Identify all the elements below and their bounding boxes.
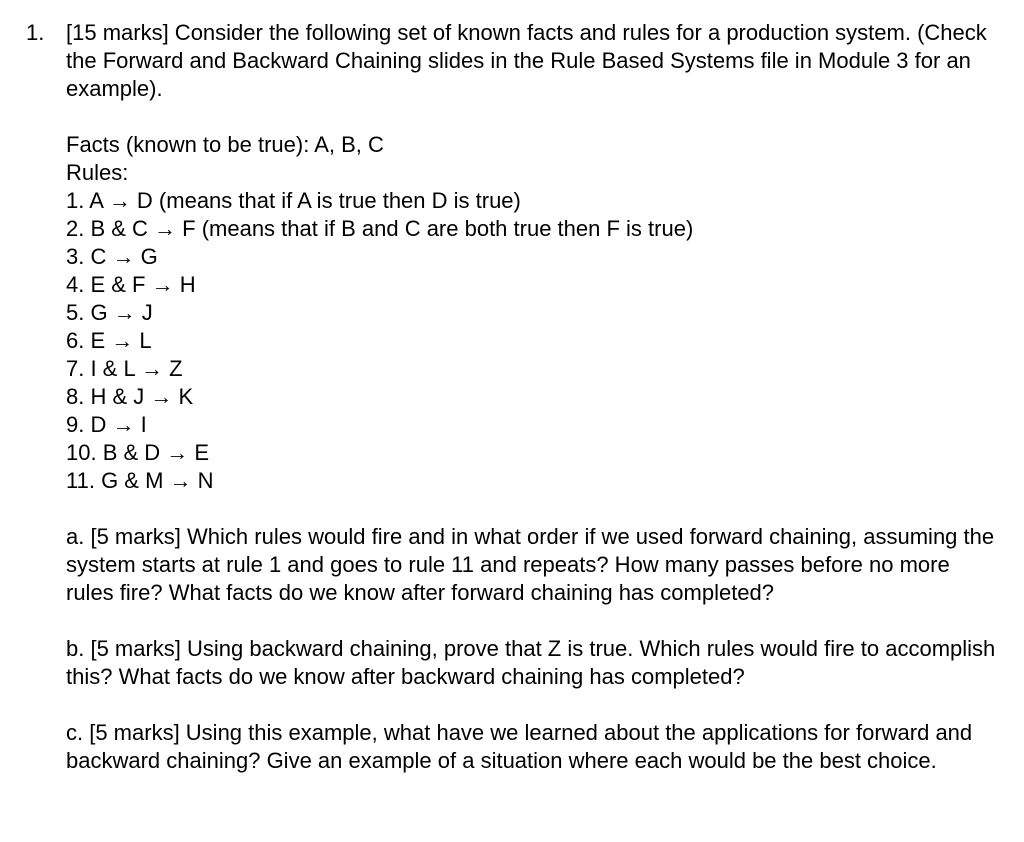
rule-item: 7. I & L → Z	[66, 356, 183, 381]
spacer	[66, 691, 996, 719]
question-number: 1.	[26, 20, 45, 45]
rule-item: 4. E & F → H	[66, 272, 196, 297]
rule-item: 5. G → J	[66, 300, 153, 325]
part-b: b. [5 marks] Using backward chaining, prove that Z is true. Which rules would fire to accomplish this? What facts do we know after backward chaining has completed?	[66, 636, 996, 689]
question-body	[66, 19, 996, 775]
question-intro: [15 marks] Consider the following set of known facts and rules for a production system. (Check the Forward and Backward Chaining slides in the Rule Based Systems file in Module 3 for an example).	[66, 20, 987, 101]
rule-item: 9. D → I	[66, 412, 147, 437]
rules-heading: Rules:	[66, 160, 129, 185]
rule-item: 11. G & M → N	[66, 468, 214, 493]
rules-list	[66, 187, 996, 495]
rule-item: 10. B & D → E	[66, 440, 210, 465]
part-c: c. [5 marks] Using this example, what have we learned about the applications for forward and backward chaining? Give an example of a situation where each would be the best choice.	[66, 720, 973, 773]
rule-item: 6. E → L	[66, 328, 152, 353]
spacer	[66, 103, 996, 131]
rule-item: 1. A → D (means that if A is true then D is true)	[66, 188, 521, 213]
rule-item: 2. B & C → F (means that if B and C are both true then F is true)	[66, 216, 694, 241]
spacer	[66, 607, 996, 635]
rule-item: 8. H & J → K	[66, 384, 194, 409]
facts-line: Facts (known to be true): A, B, C	[66, 132, 384, 157]
spacer	[66, 495, 996, 523]
rule-item: 3. C → G	[66, 244, 158, 269]
part-a: a. [5 marks] Which rules would fire and in what order if we used forward chaining, assuming the system starts at rule 1 and goes to rule 11 and repeats? How many passes before no more rules fire? What facts do we know after forward chaining has completed?	[66, 524, 995, 605]
